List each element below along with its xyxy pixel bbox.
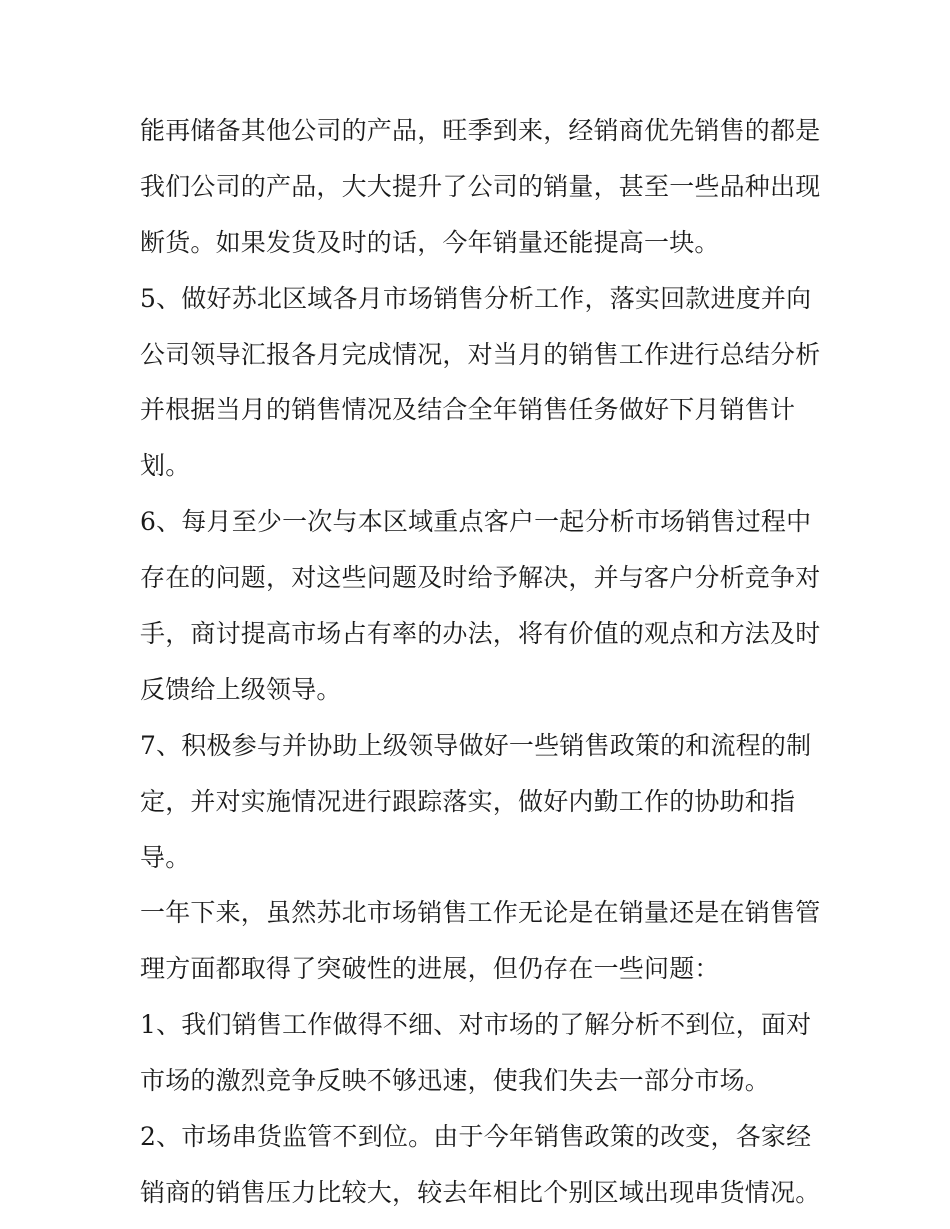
text-line: 反馈给上级领导。 xyxy=(140,674,342,704)
text-line: 6、每月至少一次与本区域重点客户一起分析市场销售过程中 xyxy=(140,507,812,537)
text-line: 导。 xyxy=(140,842,191,872)
text-line: 定，并对实施情况进行跟踪落实，做好内勤工作的协助和指 xyxy=(140,786,796,816)
text-line: 5、做好苏北区域各月市场销售分析工作，落实回款进度并向 xyxy=(140,283,812,313)
text-line: 划。 xyxy=(140,451,191,481)
text-line: 7、积极参与并协助上级领导做好一些销售政策的和流程的制 xyxy=(140,730,812,760)
text-line: 理方面都取得了突破性的进展，但仍存在一些问题： xyxy=(140,954,720,984)
text-line: 公司领导汇报各月完成情况，对当月的销售工作进行总结分析 xyxy=(140,339,821,369)
text-line: 手，商讨提高市场占有率的办法，将有价值的观点和方法及时 xyxy=(140,619,821,649)
text-line: 存在的问题，对这些问题及时给予解决，并与客户分析竞争对 xyxy=(140,563,821,593)
text-line: 2、市场串货监管不到位。由于今年销售政策的改变，各家经 xyxy=(140,1122,812,1152)
text-line: 能再储备其他公司的产品，旺季到来，经销商优先销售的都是 xyxy=(140,116,821,145)
text-line: 1、我们销售工作做得不细、对市场的了解分析不到位，面对 xyxy=(140,1010,812,1040)
text-line: 我们公司的产品，大大提升了公司的销量，甚至一些品种出现 xyxy=(140,171,821,201)
text-line: 一年下来，虽然苏北市场销售工作无论是在销量还是在销售管 xyxy=(140,898,821,928)
text-line: 并根据当月的销售情况及结合全年销售任务做好下月销售计 xyxy=(140,395,796,425)
text-line: 市场的激烈竞争反映不够迅速，使我们失去一部分市场。 xyxy=(140,1066,771,1096)
document-body xyxy=(140,103,820,1221)
text-line: 销商的销售压力比较大，较去年相比个别区域出现串货情况。 xyxy=(140,1177,821,1207)
text-line: 断货。如果发货及时的话，今年销量还能提高一块。 xyxy=(140,227,720,257)
